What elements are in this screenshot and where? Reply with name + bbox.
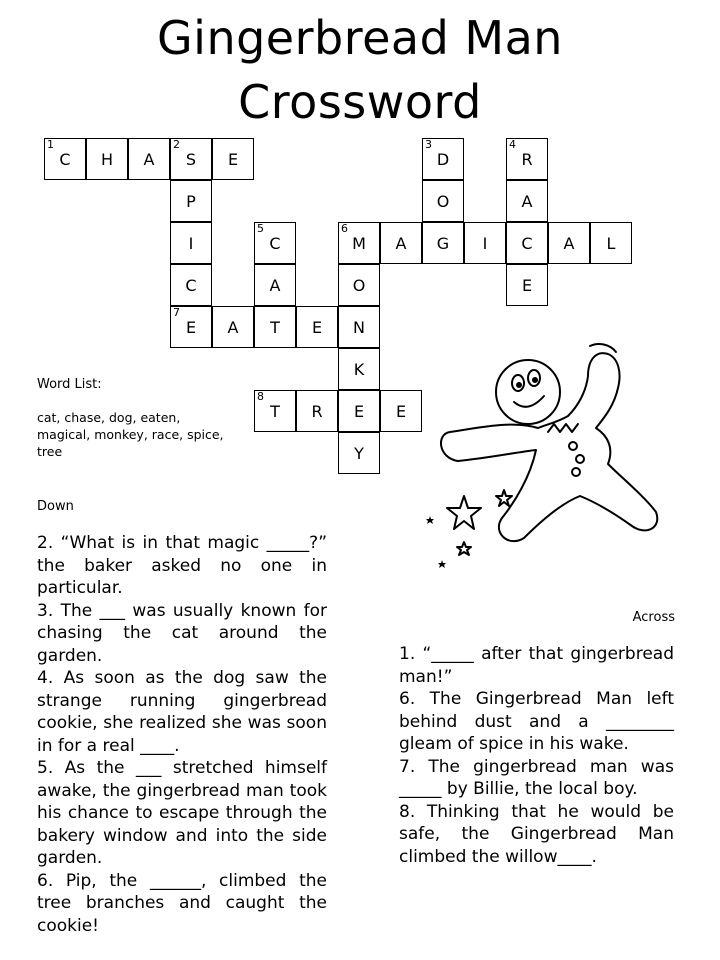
grid-cell bbox=[422, 180, 464, 222]
grid-cell bbox=[296, 306, 338, 348]
cell-letter: I bbox=[188, 233, 194, 253]
grid-cell bbox=[170, 222, 212, 264]
grid-cell bbox=[254, 390, 296, 432]
grid-cell bbox=[380, 390, 422, 432]
across-clue-6: 6. The Gingerbread Man left behind dust and a ________ gleam of spice in his wake. bbox=[399, 689, 674, 754]
grid-cell bbox=[254, 264, 296, 306]
cell-letter: A bbox=[395, 233, 407, 253]
clue-number: 6 bbox=[341, 222, 348, 235]
grid-cell bbox=[212, 306, 254, 348]
grid-cell bbox=[506, 138, 548, 180]
grid-cell bbox=[170, 180, 212, 222]
grid-cell bbox=[338, 432, 380, 474]
cell-letter: A bbox=[143, 149, 155, 169]
grid-cell bbox=[254, 222, 296, 264]
cell-letter: D bbox=[436, 149, 450, 169]
word-list: cat, chase, dog, eaten, magical, monkey, race, spice, tree bbox=[37, 410, 224, 459]
clue-number: 5 bbox=[257, 222, 264, 235]
grid-cell bbox=[338, 222, 380, 264]
cell-letter: C bbox=[185, 275, 197, 295]
grid-cell bbox=[170, 264, 212, 306]
across-clue-8: 8. Thinking that he would be safe, the Gingerbread Man climbed the willow____. bbox=[399, 801, 674, 867]
cell-letter: M bbox=[352, 233, 366, 253]
across-heading: Across bbox=[632, 610, 675, 625]
clue-number: 7 bbox=[173, 306, 180, 319]
page-title-line-1: Gingerbread Man bbox=[157, 11, 563, 65]
cell-letter: S bbox=[185, 149, 197, 169]
grid-cell bbox=[296, 390, 338, 432]
clue-number: 4 bbox=[509, 138, 516, 151]
grid-cell bbox=[548, 222, 590, 264]
grid-cell bbox=[170, 138, 212, 180]
cell-letter: T bbox=[270, 401, 280, 421]
grid-cell bbox=[338, 306, 380, 348]
grid-cell bbox=[128, 138, 170, 180]
cell-letter: L bbox=[606, 233, 616, 253]
across-clues bbox=[399, 643, 674, 868]
cell-letter: E bbox=[395, 401, 407, 421]
grid-cell bbox=[464, 222, 506, 264]
cell-letter: R bbox=[311, 401, 323, 421]
cell-letter: C bbox=[521, 233, 533, 253]
grid-cell bbox=[590, 222, 632, 264]
cell-letter: H bbox=[100, 149, 114, 169]
grid-cell bbox=[380, 222, 422, 264]
grid-cell bbox=[170, 306, 212, 348]
cell-letter: C bbox=[269, 233, 281, 253]
cell-letter: I bbox=[482, 233, 488, 253]
small-star-icons bbox=[426, 516, 446, 568]
cell-letter: O bbox=[352, 275, 366, 295]
cell-letter: A bbox=[521, 191, 533, 211]
grid-cell bbox=[338, 390, 380, 432]
across-clue-7: 7. The gingerbread man was _____ by Billie, the local boy. bbox=[399, 756, 674, 799]
cell-letter: E bbox=[185, 317, 197, 337]
down-clue-2: 2. “What is in that magic _____?” the baker asked no one in particular. bbox=[37, 533, 327, 598]
cell-letter: P bbox=[186, 191, 196, 211]
cell-letter: N bbox=[353, 317, 365, 337]
cell-letter: Y bbox=[354, 443, 364, 463]
page-title-line-2: Crossword bbox=[238, 75, 482, 129]
across-clue-1: 1. “_____ after that gingerbread man!” bbox=[399, 644, 674, 687]
gingerbread-man-illustration bbox=[418, 328, 700, 588]
grid-cell bbox=[506, 264, 548, 306]
clue-number: 1 bbox=[47, 138, 54, 151]
grid-cell bbox=[254, 306, 296, 348]
cell-letter: T bbox=[270, 317, 280, 337]
grid-cell bbox=[506, 222, 548, 264]
cell-letter: K bbox=[353, 359, 365, 379]
grid-cell bbox=[422, 138, 464, 180]
grid-cell bbox=[506, 180, 548, 222]
grid-cell bbox=[338, 264, 380, 306]
grid-cell bbox=[44, 138, 86, 180]
grid-cell bbox=[212, 138, 254, 180]
down-clue-6: 6. Pip, the ______, climbed the tree branches and caught the cookie! bbox=[37, 870, 327, 936]
word-list-heading: Word List: bbox=[37, 377, 102, 392]
grid-cell bbox=[338, 348, 380, 390]
cell-letter: C bbox=[59, 149, 71, 169]
grid-cell bbox=[86, 138, 128, 180]
cell-letter: G bbox=[436, 233, 450, 253]
down-clue-4: 4. As soon as the dog saw the strange running gingerbread cookie, she realized she was soon in for a real ____. bbox=[37, 668, 327, 756]
cell-letter: A bbox=[269, 275, 281, 295]
down-clues bbox=[37, 532, 327, 937]
gingerbread-head-shape bbox=[496, 360, 560, 424]
down-clue-5: 5. As the ___ stretched himself awake, the gingerbread man took his chance to escape through the bakery window and into the side garden. bbox=[37, 758, 327, 868]
cell-letter: O bbox=[436, 191, 450, 211]
cell-letter: E bbox=[353, 401, 365, 421]
cell-letter: E bbox=[311, 317, 323, 337]
cell-letter: A bbox=[227, 317, 239, 337]
clue-number: 2 bbox=[173, 138, 180, 151]
cell-letter: E bbox=[521, 275, 533, 295]
cell-letter: E bbox=[227, 149, 239, 169]
down-heading: Down bbox=[37, 499, 74, 514]
down-clue-3: 3. The ___ was usually known for chasing the cat around the garden. bbox=[37, 600, 327, 666]
grid-cell bbox=[422, 222, 464, 264]
cell-letter: A bbox=[563, 233, 575, 253]
clue-number: 8 bbox=[257, 390, 264, 403]
clue-number: 3 bbox=[425, 138, 432, 151]
cell-letter: R bbox=[521, 149, 533, 169]
